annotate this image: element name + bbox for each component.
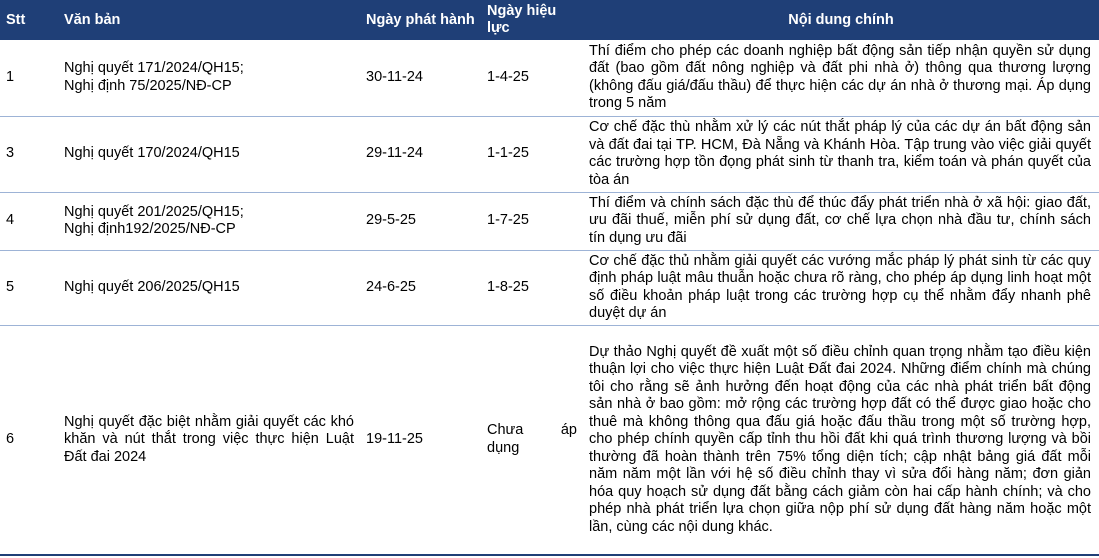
cell-stt: 3: [0, 116, 58, 192]
van-ban-line: Nghị quyết 171/2024/QH15;: [64, 60, 244, 77]
header-ngay-phat-hanh: Ngày phát hành: [360, 0, 481, 40]
van-ban-line: Nghị quyết đặc biệt nhằm giải quyết các khó khăn và nút thắt trong việc thực hiện Luật Đất đai 2024: [64, 413, 354, 465]
table-row: [0, 325, 1099, 555]
cell-noi-dung: Thí điểm cho phép các doanh nghiệp bất động sản tiếp nhận quyền sử dụng đất (bao gồm đất nông nghiệp và đất phi nhà ở) thông qua thương lượng (không đấu giá/đấu thầu) để thực hiện các dự án nhà ở thương mại. Áp dụng trong 5 năm: [583, 40, 1099, 116]
table-row: [0, 250, 1099, 325]
cell-hieu-luc: 1-7-25: [481, 192, 583, 250]
cell-hieu-luc: 1-1-25: [481, 116, 583, 192]
cell-noi-dung: Cơ chế đặc thù nhằm xử lý các nút thắt pháp lý của các dự án bất động sản và đất đai tại TP. HCM, Đà Nẵng và Khánh Hòa. Tập trung vào việc giải quyết các trường hợp tồn đọng phát sinh từ thanh tra, kiểm toán và phán quyết của tòa án: [583, 116, 1099, 192]
cell-phat-hanh: 30-11-24: [360, 40, 481, 116]
van-ban-line: Nghị định 75/2025/NĐ-CP: [64, 77, 232, 94]
cell-phat-hanh: 19-11-25: [360, 325, 481, 555]
cell-stt: 6: [0, 325, 58, 555]
table-row: [0, 40, 1099, 116]
cell-hieu-luc: 1-4-25: [481, 40, 583, 116]
header-stt: Stt: [0, 0, 58, 40]
header-noi-dung: Nội dung chính: [583, 0, 1099, 40]
cell-van-ban: [58, 325, 360, 555]
cell-van-ban: [58, 250, 360, 325]
van-ban-line: Nghị quyết 170/2024/QH15: [64, 145, 240, 162]
cell-stt: 4: [0, 192, 58, 250]
cell-hieu-luc: Chưa áp dụng: [481, 325, 583, 555]
cell-noi-dung: Thí điểm và chính sách đặc thù để thúc đẩy phát triển nhà ở xã hội: giao đất, ưu đãi thuế, miễn phí sử dụng đất, cơ chế lựa chọn nhà đầu tư, chính sách tín dụng ưu đãi: [583, 192, 1099, 250]
van-ban-line: Nghị quyết 206/2025/QH15: [64, 278, 240, 295]
cell-stt: 1: [0, 40, 58, 116]
cell-phat-hanh: 29-5-25: [360, 192, 481, 250]
cell-stt: 5: [0, 250, 58, 325]
header-van-ban: Văn bản: [58, 0, 360, 40]
cell-hieu-luc: 1-8-25: [481, 250, 583, 325]
cell-phat-hanh: 24-6-25: [360, 250, 481, 325]
cell-noi-dung: Cơ chế đặc thủ nhằm giải quyết các vướng mắc pháp lý phát sinh từ các quy định pháp luật mâu thuẫn hoặc chưa rõ ràng, cho phép áp dụng linh hoạt một số điều khoản pháp luật trong các trường hợp cụ thể nhằm đẩy nhanh phê duyệt dự án: [583, 250, 1099, 325]
cell-van-ban: [58, 116, 360, 192]
van-ban-line: Nghị định192/2025/NĐ-CP: [64, 221, 236, 237]
table-header-row: [0, 0, 1099, 40]
cell-phat-hanh: 29-11-24: [360, 116, 481, 192]
cell-van-ban: [58, 40, 360, 116]
cell-noi-dung: Dự thảo Nghị quyết đề xuất một số điều chỉnh quan trọng nhằm tạo điều kiện thuận lợi cho việc thực hiện Luật Đất đai 2024. Những điểm chính mà chúng tôi cho rằng sẽ ảnh hưởng đến hoạt động của các nhà phát triển bất động sản nhà ở bao gồm: mở rộng các trường hợp đất có thể được giao hoặc cho thuê mà không thông qua đấu giá hoặc đấu thầu trong một số trường hợp, cho phép chính quyền cấp tỉnh thu hồi đất khi quá trình thương lượng và bồi thường đã hoàn thành trên 75% tổng diện tích; cập nhật bảng giá đất mỗi năm năm một lần với hệ số điều chỉnh thay vì sửa đổi hàng năm; đơn giản hóa quy hoạch sử dụng đất bằng cách giảm còn hai cấp hành chính; và cho phép nhà phát triển lựa chọn giữa nộp phí sử dụng đất hàng năm hoặc một lần, cùng các nội dung khác.: [583, 325, 1099, 555]
table-row: [0, 192, 1099, 250]
table-row: [0, 116, 1099, 192]
cell-van-ban: [58, 192, 360, 250]
header-ngay-hieu-luc: Ngày hiệu lực: [481, 0, 583, 40]
van-ban-line: Nghị quyết 201/2025/QH15;: [64, 203, 244, 220]
